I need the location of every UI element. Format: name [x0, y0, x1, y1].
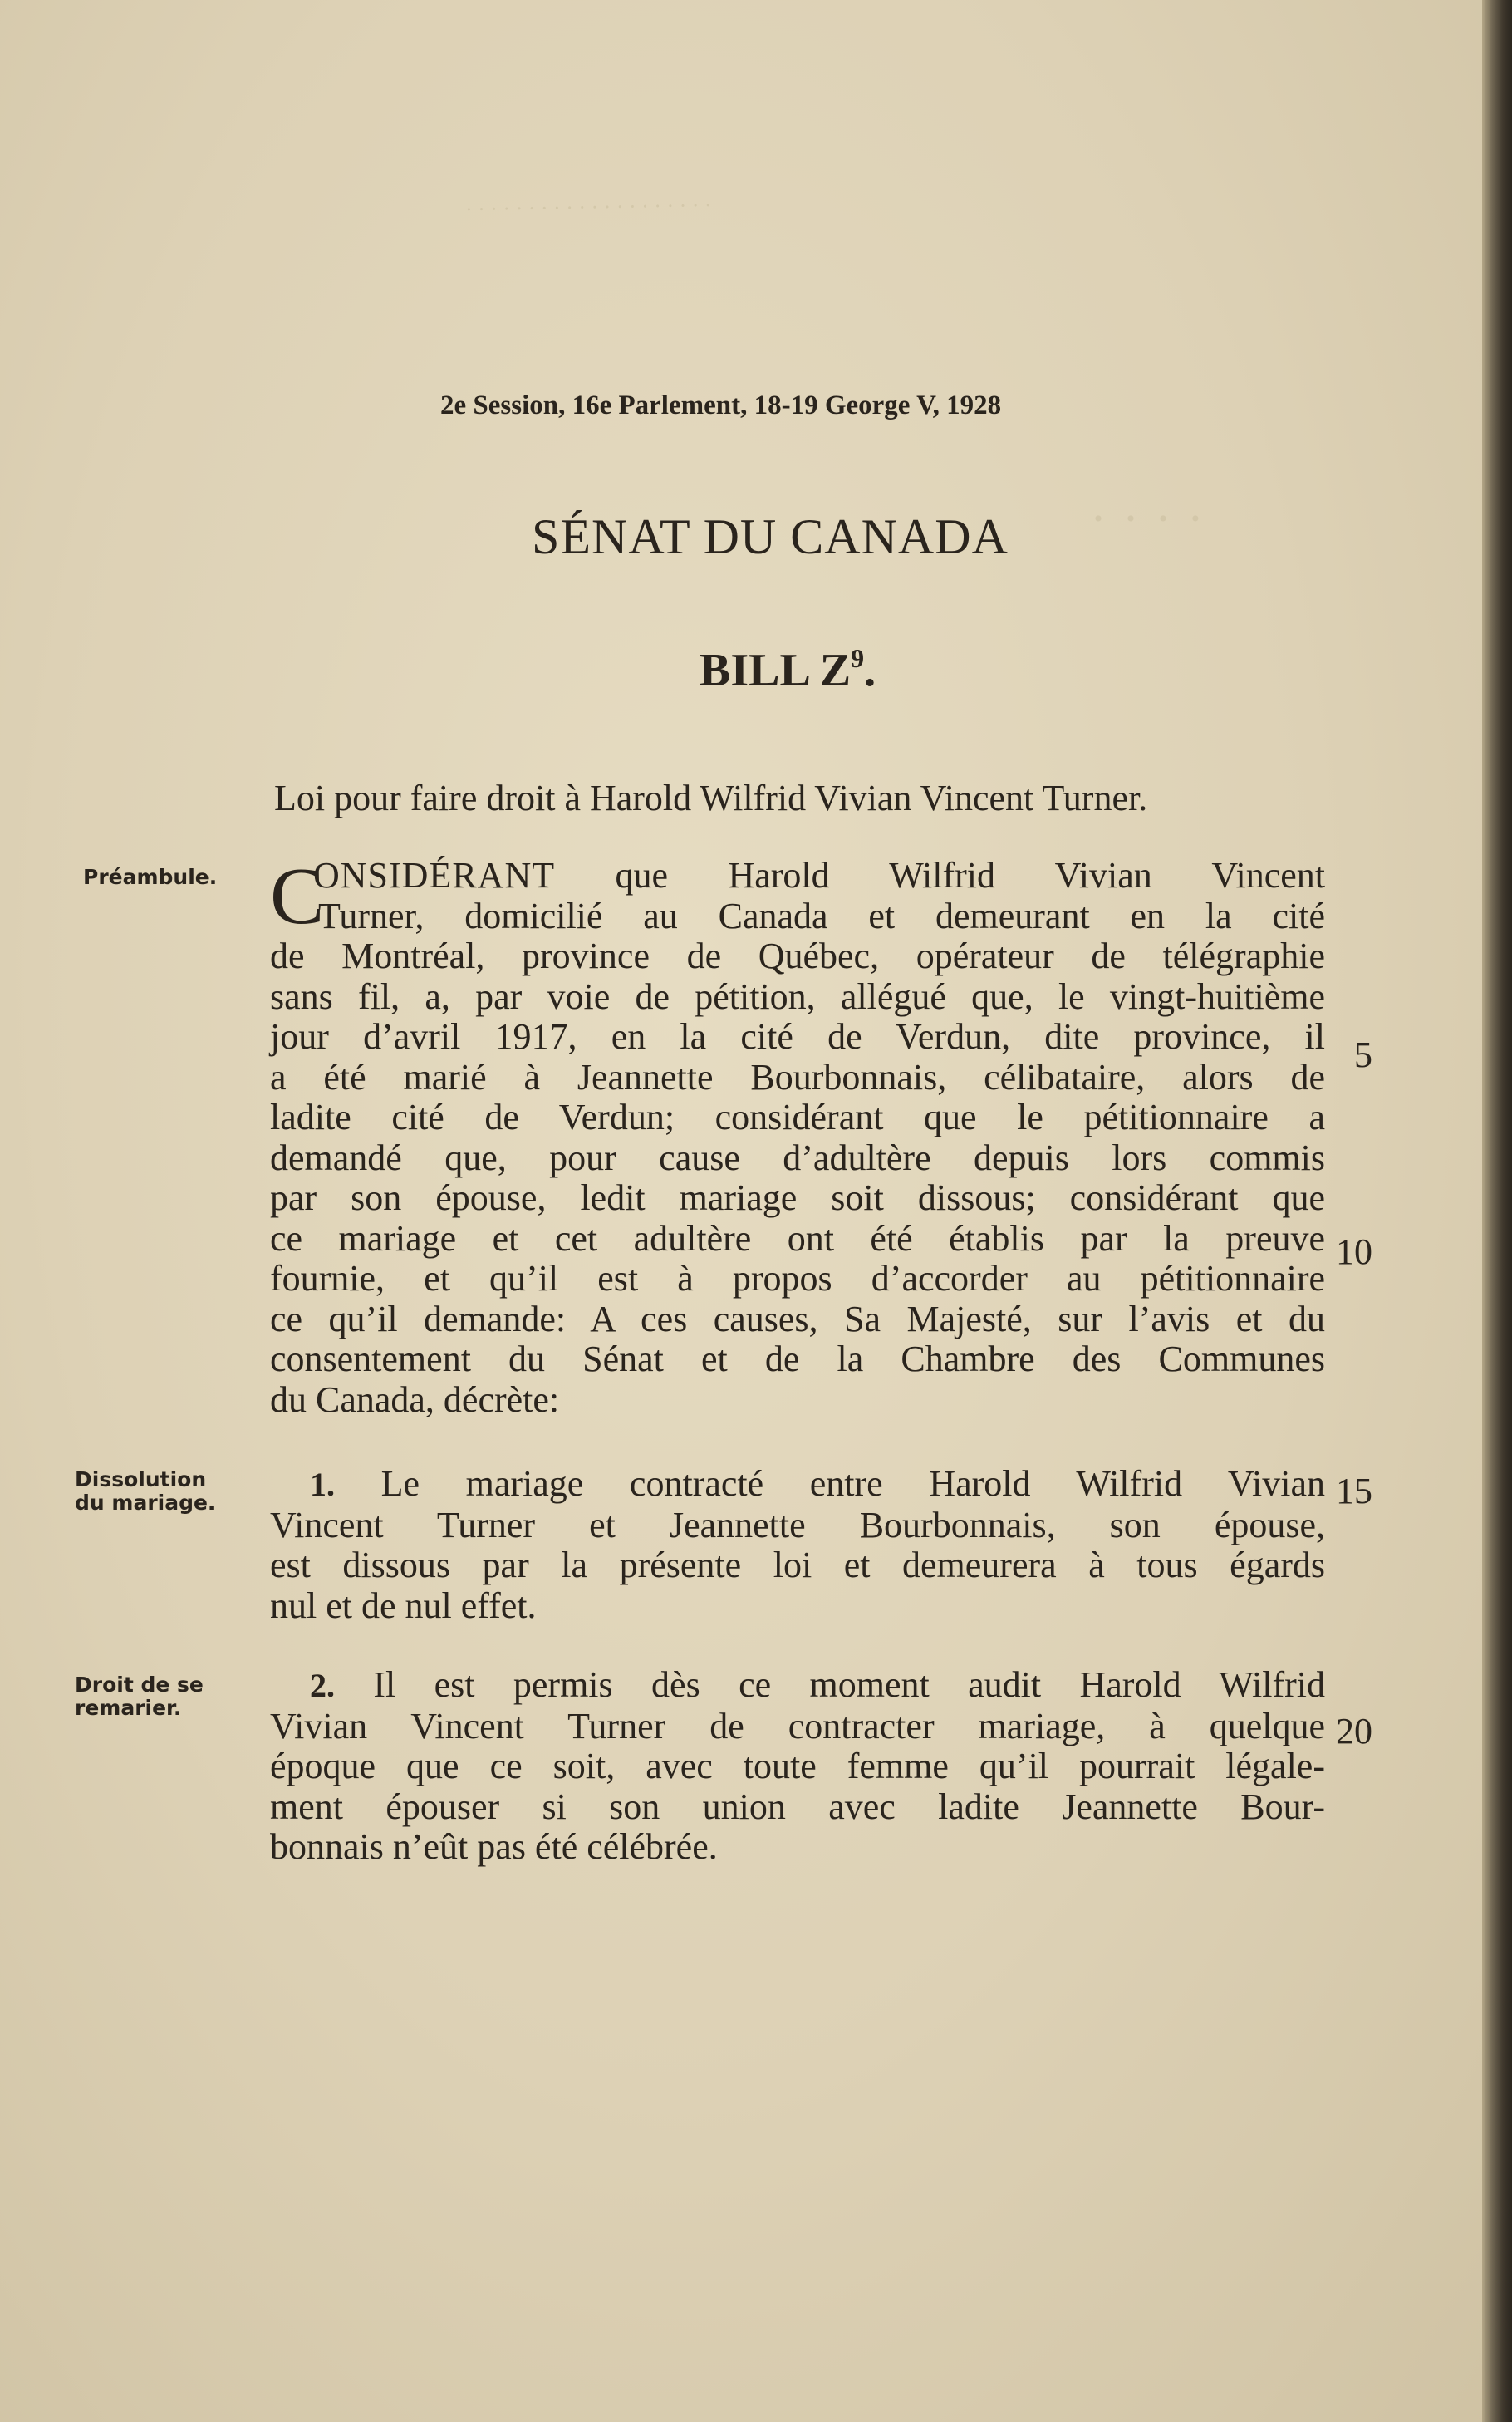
text-line-rest: Il est permis dès ce moment audit Harold Wilfrid: [335, 1664, 1325, 1705]
margin-note-preamble: [83, 866, 249, 889]
text-line: ment épouser si son union avec ladite Jeannette Bour-: [270, 1786, 1325, 1827]
text-line: [270, 856, 1325, 897]
text-line: Vincent Turner et Jeannette Bourbonnais, son épouse,: [270, 1504, 1325, 1545]
text-line: de Montréal, province de Québec, opérateur de télégraphie: [270, 936, 1325, 976]
line-number: 20: [1336, 1711, 1372, 1751]
line-number: 5: [1354, 1034, 1372, 1075]
section-1-paragraph: [270, 1464, 1325, 1626]
text-line: époque que ce soit, avec toute femme qu’il pourrait légale-: [270, 1746, 1325, 1786]
section-number: 1.: [310, 1466, 335, 1503]
text-line: jour d’avril 1917, en la cité de Verdun, dite province, il: [270, 1016, 1325, 1057]
text-line: demandé que, pour cause d’adultère depuis lors commis: [270, 1137, 1325, 1178]
book-spine-edge: [1482, 0, 1512, 2422]
preamble-paragraph: [270, 852, 1325, 1420]
show-through-text: · · · ·: [1088, 491, 1204, 546]
chamber-title: SÉNAT DU CANADA: [532, 509, 1009, 564]
text-line: est dissous par la présente loi et demeurera à tous égards: [270, 1545, 1325, 1585]
text-line-rest: que Harold Wilfrid Vivian Vincent: [555, 855, 1325, 896]
text-line: du Canada, décrète:: [270, 1378, 560, 1420]
margin-note-text: remarier.: [75, 1696, 182, 1720]
margin-note-dissolution: [75, 1468, 241, 1515]
text-line: fournie, et qu’il est à propos d’accorder au pétitionnaire: [270, 1258, 1325, 1299]
bill-label: BILL Z: [700, 645, 852, 696]
section-2-paragraph: [270, 1665, 1325, 1868]
margin-note-text: Préambule.: [83, 865, 218, 889]
section-number: 2.: [310, 1667, 335, 1704]
margin-note-text: Dissolution: [75, 1467, 207, 1491]
drop-cap: C: [270, 852, 325, 941]
text-line: par son épouse, ledit mariage soit dissous; considérant que: [270, 1177, 1325, 1218]
text-line: [270, 1464, 1325, 1506]
text-line: ce mariage et cet adultère ont été établis par la preuve: [270, 1217, 1325, 1259]
bill-title: Loi pour faire droit à Harold Wilfrid Vivian Vincent Turner.: [274, 778, 1148, 818]
text-line: ladite cité de Verdun; considérant que le pétitionnaire a: [270, 1097, 1325, 1137]
line-number: 10: [1336, 1231, 1372, 1272]
bill-period: .: [864, 645, 876, 696]
margin-note-remarry: [75, 1673, 241, 1720]
text-line: a été marié à Jeannette Bourbonnais, célibataire, alors de: [270, 1056, 1325, 1098]
text-line: [270, 1665, 1325, 1707]
bill-number: [700, 643, 876, 697]
text-line: ce qu’il demande: A ces causes, Sa Majesté, sur l’avis et du: [270, 1298, 1325, 1339]
bill-superscript: 9: [851, 643, 865, 673]
line-number: 15: [1336, 1471, 1372, 1511]
text-line: Vivian Vincent Turner de contracter mariage, à quelque: [270, 1705, 1325, 1746]
text-line: nul et de nul effet.: [270, 1584, 537, 1626]
text-line: consentement du Sénat et de la Chambre des Communes: [270, 1339, 1325, 1379]
text-line: sans fil, a, par voie de pétition, allégué que, le vingt-huitième: [270, 975, 1325, 1017]
first-word: ONSIDÉRANT: [313, 855, 556, 896]
show-through-text: · · · · · · · · · · · · · · · · · · · ·: [464, 193, 712, 222]
margin-note-text: du mariage.: [75, 1491, 216, 1515]
margin-note-text: Droit de se: [75, 1673, 204, 1697]
session-line: 2e Session, 16e Parlement, 18-19 George V, 1928: [440, 391, 1002, 420]
text-line: Turner, domicilié au Canada et demeurant en la cité: [318, 895, 1325, 936]
text-line-rest: Le mariage contracté entre Harold Wilfrid Vivian: [335, 1463, 1325, 1504]
text-line: bonnais n’eût pas été célébrée.: [270, 1826, 718, 1867]
